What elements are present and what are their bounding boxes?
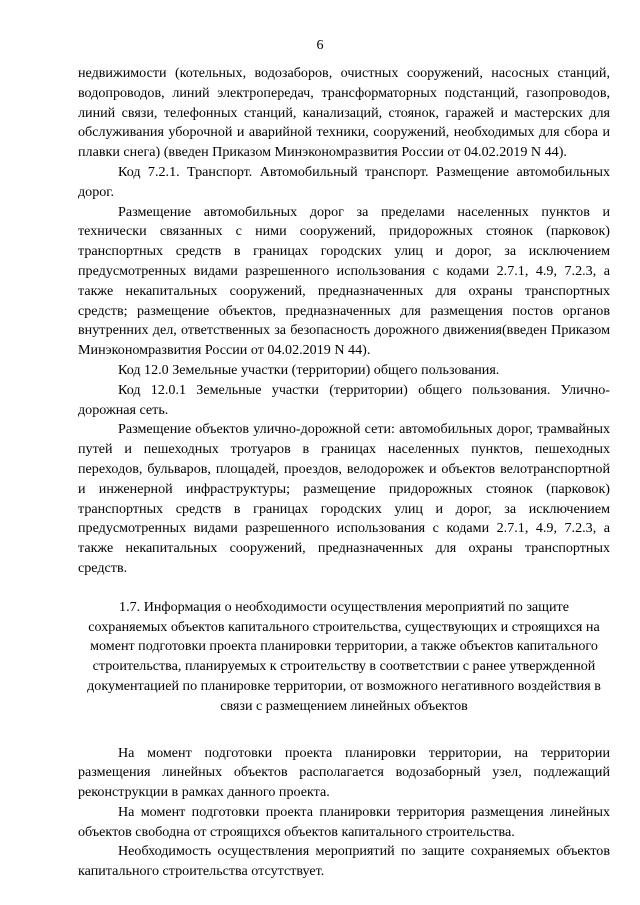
paragraph-code-12-0-1: Код 12.0.1 Земельные участки (территории) общего пользования. Улично-дорожная сеть.	[78, 381, 610, 418]
page-number: 6	[316, 37, 324, 53]
page-content	[78, 64, 610, 882]
paragraph-code-12-0: Код 12.0 Земельные участки (территории) общего пользования.	[118, 361, 500, 378]
section-heading: 1.7. Информация о необходимости осуществления мероприятий по защите сохраняемых объектов капитального строительства, существующих и строящихся на момент подготовки проекта планировки территории, а также объектов капитального строительства, планируемых к строительству в соответствии с ранее утвержденной документацией по планировке территории, от возможного негативного воздействия в связи с размещением линейных объектов	[87, 598, 601, 714]
paragraph-road-placement: Размещение автомобильных дорог за пределами населенных пунктов и технически связанных с ними сооружений, придорожных стоянок (парковок) транспортных средств в границах городских улиц и дорог, за исключением предусмотренных видами разрешенного использования с кодами 2.7.1, 4.9, 7.2.3, а также некапитальных сооружений, предназначенных для охраны транспортных средств; размещение объектов, предназначенных для размещения постов органов внутренних дел, ответственных за безопасность дорожного движения(введен Приказом Минэкономразвития России от 04.02.2019 N 44).	[78, 203, 610, 359]
paragraph-street-network: Размещение объектов улично-дорожной сети: автомобильных дорог, трамвайных путей и пешеходных тротуаров в границах населенных пунктов, пешеходных переходов, бульваров, площадей, проездов, велодорожек и объектов велотранспортной и инженерной инфраструктуры; размещение придорожных стоянок (парковок) транспортных средств в границах городских улиц и дорог, за исключением предусмотренных видами разрешенного использования с кодами 2.7.1, 4.9, 7.2.3, а также некапитальных сооружений, предназначенных для охраны транспортных средств.	[78, 421, 610, 576]
paragraph-continuation: недвижимости (котельных, водозаборов, очистных сооружений, насосных станций, водопроводов, линий электропередач, трансформаторных подстанций, газопроводов, линий связи, телефонных станций, канализаций, стоянок, гаражей и мастерских для обслуживания уборочной и аварийной техники, сооружений, необходимых для сбора и плавки снега) (введен Приказом Минэкономразвития России от 04.02.2019 N 44).	[78, 65, 610, 161]
paragraph-territory-free: На момент подготовки проекта планировки территория размещения линейных объектов свободна от строящихся объектов капитального строительства.	[78, 803, 610, 840]
paragraph-no-measures: Необходимость осуществления мероприятий по защите сохраняемых объектов капитального строительства отсутствует.	[78, 843, 610, 880]
paragraph-code-7-2-1: Код 7.2.1. Транспорт. Автомобильный транспорт. Размещение автомобильных дорог.	[78, 163, 610, 200]
paragraph-water-intake: На момент подготовки проекта планировки территории, на территории размещения линейных объектов располагается водозаборный узел, подлежащий реконструкции в рамках данного проекта.	[78, 744, 610, 801]
